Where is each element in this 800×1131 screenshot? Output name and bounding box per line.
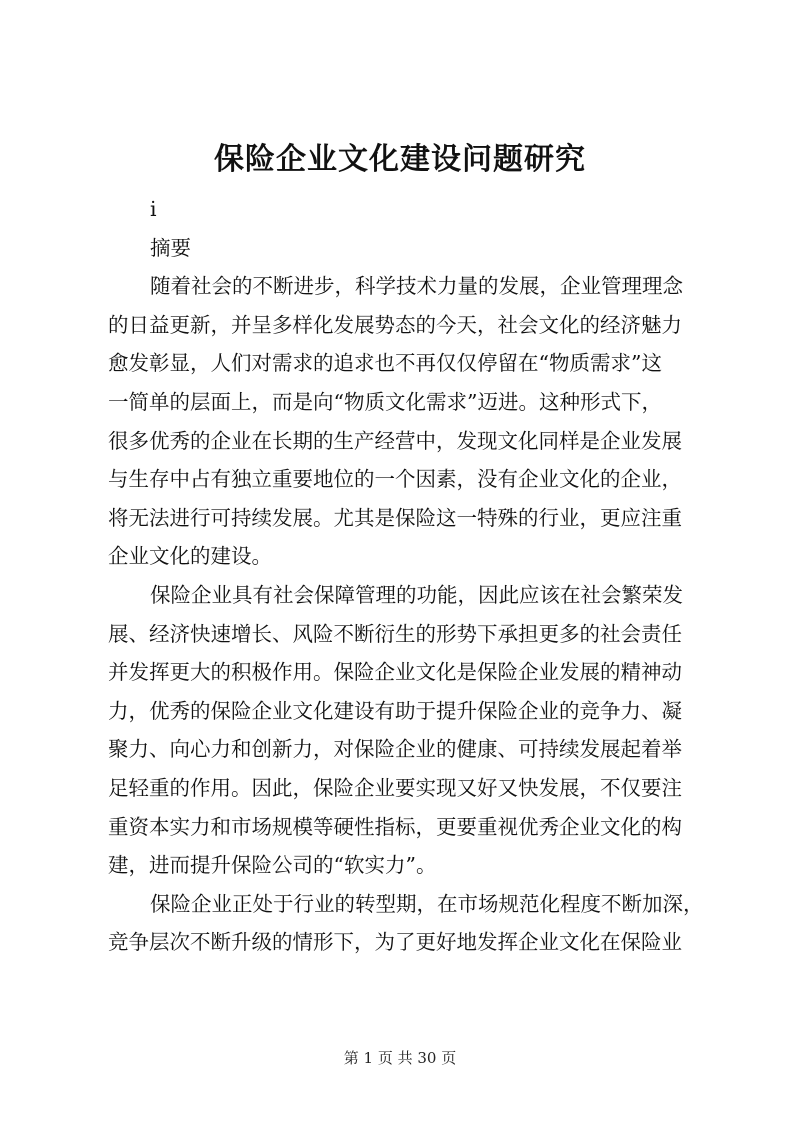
body-line: 愈发彰显，人们对需求的追求也不再仅仅停留在“物质需求”这 [108,351,662,376]
body-line: i [150,197,157,221]
body-line: 保险企业正处于行业的转型期，在市场规范化程度不断加深， [150,891,704,916]
body-line: 展、经济快速增长、风险不断衍生的形势下承担更多的社会责任 [108,621,682,646]
body-line: 重资本实力和市场规模等硬性指标，更要重视优秀企业文化的构 [108,814,682,839]
body-line: 保险企业具有社会保障管理的功能，因此应该在社会繁荣发 [150,582,683,607]
body-line: 很多优秀的企业在长期的生产经营中，发现文化同样是企业发展 [108,428,682,453]
body-line: 摘要 [150,235,191,260]
body-line: 一简单的层面上，而是向“物质文化需求”迈进。这种形式下， [108,389,662,414]
body-line: 足轻重的作用。因此，保险企业要实现又好又快发展，不仅要注 [108,775,682,800]
body-line: 聚力、向心力和创新力，对保险企业的健康、可持续发展起着举 [108,737,682,762]
document-body [108,190,708,962]
body-line: 随着社会的不断进步，科学技术力量的发展，企业管理理念 [150,274,683,299]
body-line: 力，优秀的保险企业文化建设有助于提升保险企业的竞争力、凝 [108,698,682,723]
document-title: 保险企业文化建设问题研究 [214,142,586,177]
body-line: 建，进而提升保险公司的“软实力”。 [108,853,437,878]
body-line: 企业文化的建设。 [108,544,272,569]
body-line: 的日益更新，并呈多样化发展势态的今天，社会文化的经济魅力 [108,312,682,337]
body-line: 将无法进行可持续发展。尤其是保险这一特殊的行业，更应注重 [108,505,682,530]
body-line: 与生存中占有独立重要地位的一个因素，没有企业文化的企业， [108,467,682,492]
body-line: 并发挥更大的积极作用。保险企业文化是保险企业发展的精神动 [108,660,682,685]
page-footer: 第 1 页 共 30 页 [343,1049,457,1067]
body-line: 竞争层次不断升级的情形下，为了更好地发挥企业文化在保险业 [108,930,682,955]
